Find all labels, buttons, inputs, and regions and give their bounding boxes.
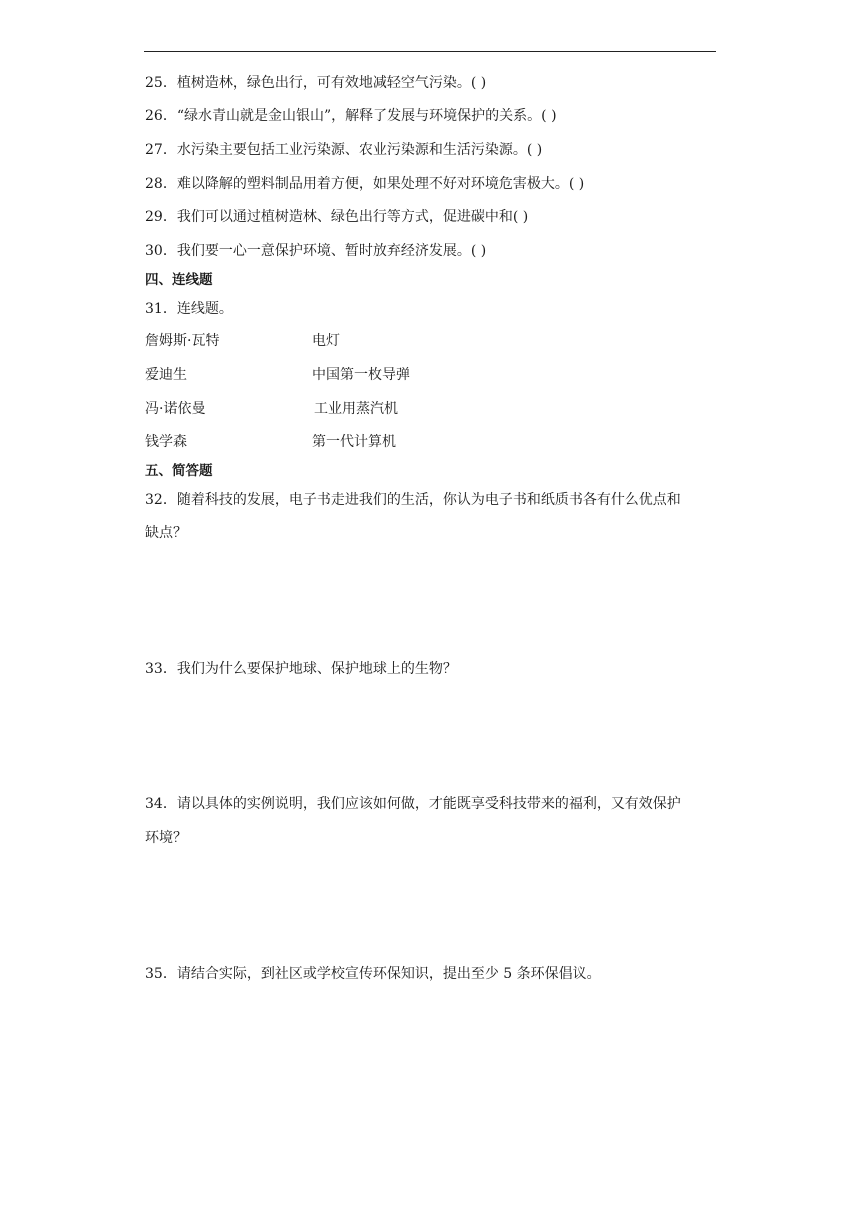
- answer-blank[interactable]: ( ): [470, 75, 487, 91]
- question-26: [145, 107, 557, 125]
- answer-blank[interactable]: ( ): [512, 209, 529, 225]
- answer-blank[interactable]: ( ): [541, 108, 557, 124]
- question-text: 难以降解的塑料制品用着方便，如果处理不好对环境危害极大。: [176, 176, 569, 192]
- answer-blank[interactable]: ( ): [470, 243, 487, 259]
- match-left-item[interactable]: 爱迪生: [145, 367, 187, 383]
- header-rule: [144, 51, 716, 52]
- match-right-item[interactable]: 电灯: [312, 333, 340, 349]
- question-number: 29．: [145, 209, 177, 225]
- match-left-item[interactable]: 钱学森: [145, 434, 187, 450]
- question-number: 28．: [145, 176, 177, 192]
- question-text: 我们要一心一意保护环境、暂时放弃经济发展。: [176, 243, 471, 259]
- question-34-line-2: 环境？: [145, 830, 187, 846]
- question-35: 35．请结合实际，到社区或学校宣传环保知识，提出至少 5 条环保倡议。: [145, 966, 601, 982]
- question-27: [145, 141, 542, 159]
- match-left-item[interactable]: 冯·诺依曼: [145, 401, 206, 417]
- question-number: 26．: [145, 108, 177, 124]
- question-number: 27．: [145, 142, 177, 158]
- answer-blank[interactable]: ( ): [568, 176, 585, 192]
- question-30: [145, 242, 486, 260]
- match-right-item[interactable]: 第一代计算机: [312, 434, 396, 450]
- question-32-line-2: 缺点？: [145, 525, 187, 541]
- question-33: 33．我们为什么要保护地球、保护地球上的生物？: [145, 661, 457, 677]
- question-text: “绿水青山就是金山银山”，解释了发展与环境保护的关系。: [176, 108, 542, 124]
- question-text: 植树造林，绿色出行，可有效地减轻空气污染。: [176, 75, 471, 91]
- match-right-item[interactable]: 中国第一枚导弹: [312, 367, 410, 383]
- match-right-item[interactable]: 工业用蒸汽机: [314, 401, 398, 417]
- question-number: 30．: [145, 243, 177, 259]
- answer-blank[interactable]: ( ): [526, 142, 543, 158]
- match-left-item[interactable]: 詹姆斯·瓦特: [145, 333, 220, 349]
- question-31: 31．连线题。: [145, 301, 233, 317]
- question-text: 水污染主要包括工业污染源、农业污染源和生活污染源。: [176, 142, 527, 158]
- question-34-line-1: 34．请以具体的实例说明，我们应该如何做，才能既享受科技带来的福利，又有效保护: [145, 796, 681, 812]
- question-29: [145, 208, 528, 226]
- question-25: [145, 74, 486, 92]
- question-32-line-1: 32．随着科技的发展，电子书走进我们的生活，你认为电子书和纸质书各有什么优点和: [145, 492, 681, 508]
- question-text: 我们可以通过植树造林、绿色出行等方式，促进碳中和: [176, 209, 513, 225]
- question-28: [145, 175, 584, 193]
- question-number: 25．: [145, 75, 177, 91]
- section-heading-matching: 四、连线题: [145, 272, 213, 288]
- section-heading-short-answer: 五、简答题: [145, 463, 213, 479]
